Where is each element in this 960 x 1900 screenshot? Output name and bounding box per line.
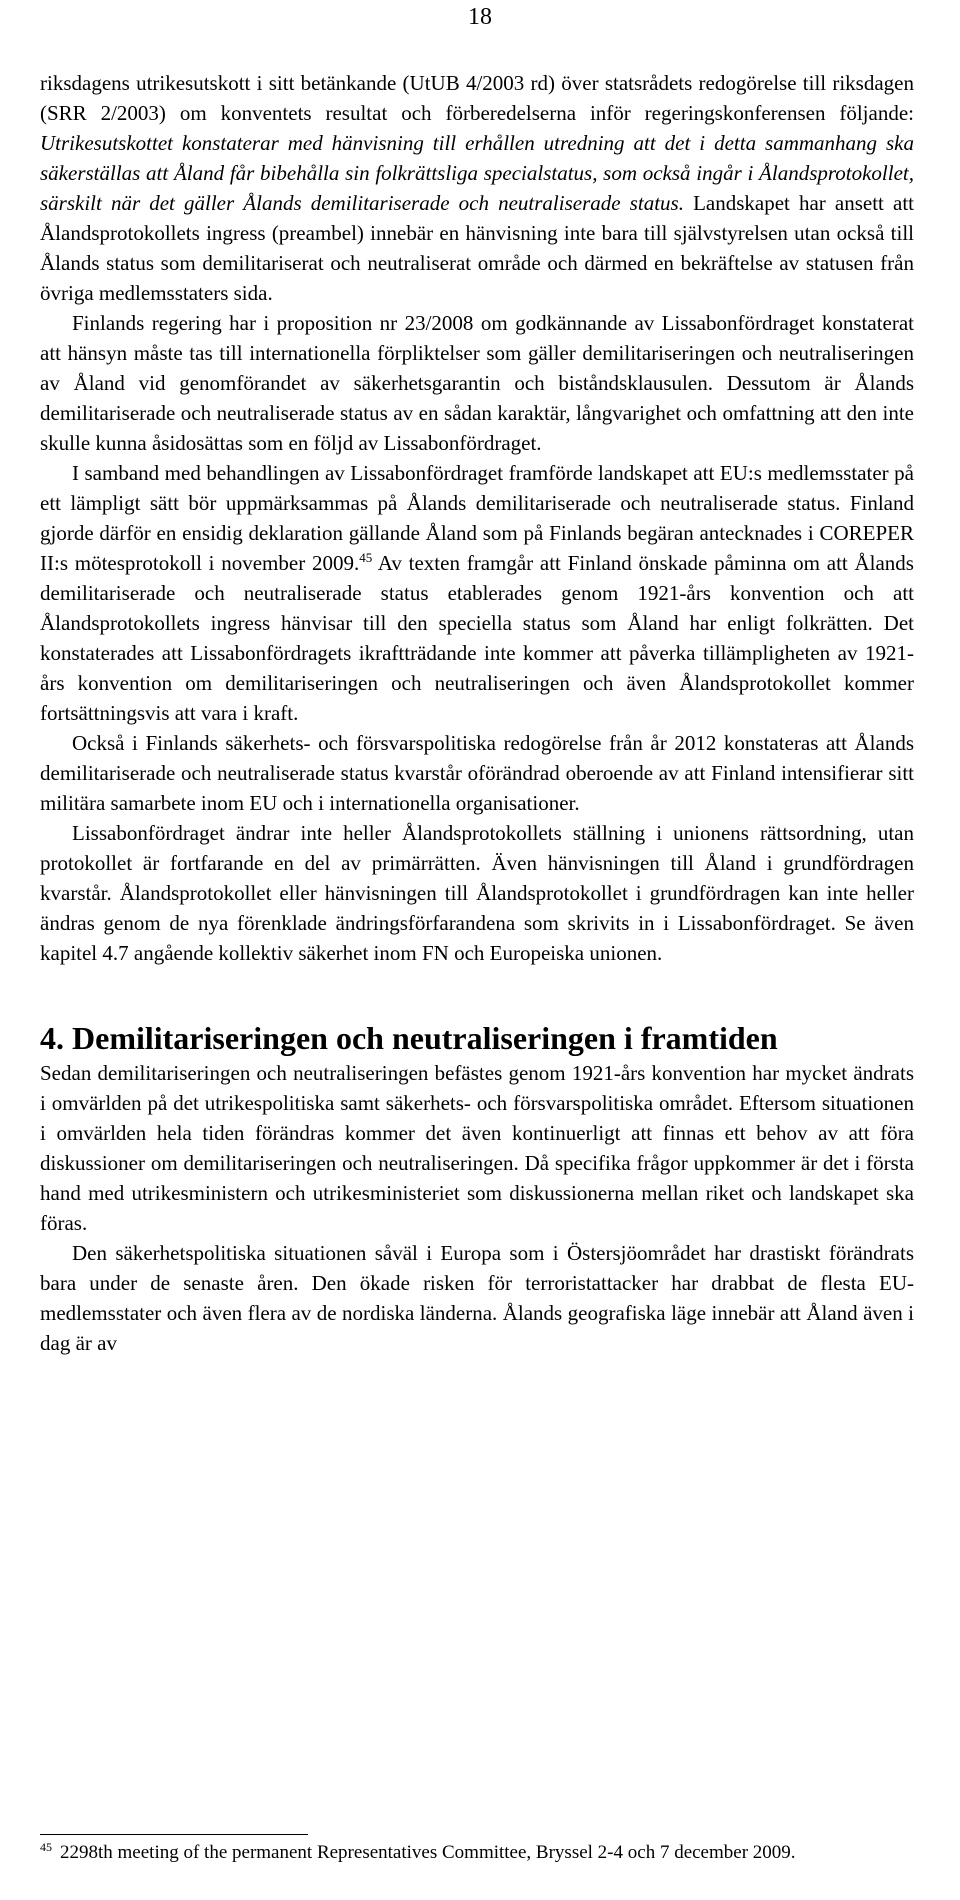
paragraph-1-lead: riksdagens utrikesutskott i sitt betänkande (UtUB 4/2003 rd) över statsrådets redogörelse till riksdagen (SRR 2/2003) om konventets resultat och förberedelserna inför regeringskonferensen följande:	[40, 71, 914, 125]
quote-utrikesutskottet: Utrikesutskottet konstaterar med hänvisning till erhållen utredning att det i detta sammanhang ska säkerställas att Åland får bibehålla sin folkrättsliga specialstatus, som också ingår i Ålandsprotokollet, särskilt när det gäller Ålands demilitariserade och neutraliserade status.	[40, 131, 914, 215]
footnote-divider	[40, 1834, 308, 1835]
section-paragraph-2: Den säkerhetspolitiska situationen såväl i Europa som i Östersjöområdet har drastiskt förändrats bara under de senaste åren. Den ökade risken för terroristattacker har drabbat de flesta EU-medlemsstater och även flera av de nordiska länderna. Ålands geografiska läge innebär att Åland även i dag är av	[40, 1241, 914, 1355]
paragraph-1	[40, 68, 914, 308]
section-heading: 4. Demilitariseringen och neutraliseringen i framtiden	[40, 1020, 778, 1056]
paragraph-1-tail: Landskapet har ansett att Ålandsprotokollets ingress (preambel) innebär en hänvisning inte bara till självstyrelsen utan också till Ålands status som demilitariserat och neutraliserat område och därmed en bekräftelse av statusen från övriga medlemsstaters sida.	[40, 191, 914, 305]
paragraph-3-before: I samband med behandlingen av Lissabonfördraget framförde landskapet att EU:s medlemsstater på ett lämpligt sätt bör uppmärksammas på Ålands demilitariserade och neutraliserade status. Finland gjorde därför en ensidig deklaration gällande Åland som på Finlands begäran antecknades i COREPER II:s mötesprotokoll i november 2009.	[40, 461, 914, 575]
footnote-reference[interactable]: 45	[359, 550, 373, 565]
page-body	[40, 68, 914, 1358]
paragraph-5: Lissabonfördraget ändrar inte heller Ålandsprotokollets ställning i unionens rättsordning, utan protokollet är fortfarande en del av primärrätten. Även hänvisningen till Åland i grundfördragen kvarstår. Ålandsprotokollet eller hänvisningen till Ålandsprotokollet i grundfördragen kan inte heller ändras genom de nya förenklade ändringsförfarandena som skrivits in i Lissabonfördraget. Se även kapitel 4.7 angående kollektiv säkerhet inom FN och Europeiska unionen.	[40, 821, 914, 965]
paragraph-3-after: Av texten framgår att Finland önskade påminna om att Ålands demilitariserade och neutraliserade status etablerades genom 1921-års konvention och att Ålandsprotokollets ingress hänvisar till den speciella status som Åland har enligt folkrätten. Det konstaterades att Lissabonfördragets ikraftträdande inte kommer att påverka tillämpligheten av 1921-års konvention om demilitariseringen och neutraliseringen och även Ålandsprotokollet kommer fortsättningsvis att vara i kraft.	[40, 551, 914, 725]
footnote-number: 45	[40, 1840, 52, 1854]
footnote-text: 2298th meeting of the permanent Representatives Committee, Bryssel 2-4 och 7 december 2009.	[60, 1842, 796, 1863]
section-paragraph-1: Sedan demilitariseringen och neutraliseringen befästes genom 1921-års konvention har mycket ändrats i omvärlden på det utrikespolitiska samt säkerhets- och försvarspolitiska området. Eftersom situationen i omvärlden hela tiden förändras kommer det även kontinuerligt att finnas ett behov av att föra diskussioner om demilitariseringen och neutraliseringen. Då specifika frågor uppkommer är det i första hand med utrikesministern och utrikesministeriet som diskussionerna mellan riket och landskapet ska föras.	[40, 1061, 914, 1235]
page-number: 18	[468, 4, 492, 30]
paragraph-4: Också i Finlands säkerhets- och försvarspolitiska redogörelse från år 2012 konstateras att Ålands demilitariserade och neutraliserade status kvarstår oförändrad oberoende av att Finland intensifierar sitt militära samarbete inom EU och i internationella organisationer.	[40, 731, 914, 815]
section-spacer	[40, 968, 914, 1020]
footnote	[40, 1840, 914, 1866]
paragraph-3	[40, 458, 914, 728]
paragraph-2: Finlands regering har i proposition nr 23/2008 om godkännande av Lissabonfördraget konstaterat att hänsyn måste tas till internationella förpliktelser som gäller demilitariseringen och neutraliseringen av Åland vid genomförandet av säkerhetsgarantin och biståndsklausulen. Dessutom är Ålands demilitariserade och neutraliserade status av en sådan karaktär, långvarighet och omfattning att den inte skulle kunna åsidosättas som en följd av Lissabonfördraget.	[40, 311, 914, 455]
